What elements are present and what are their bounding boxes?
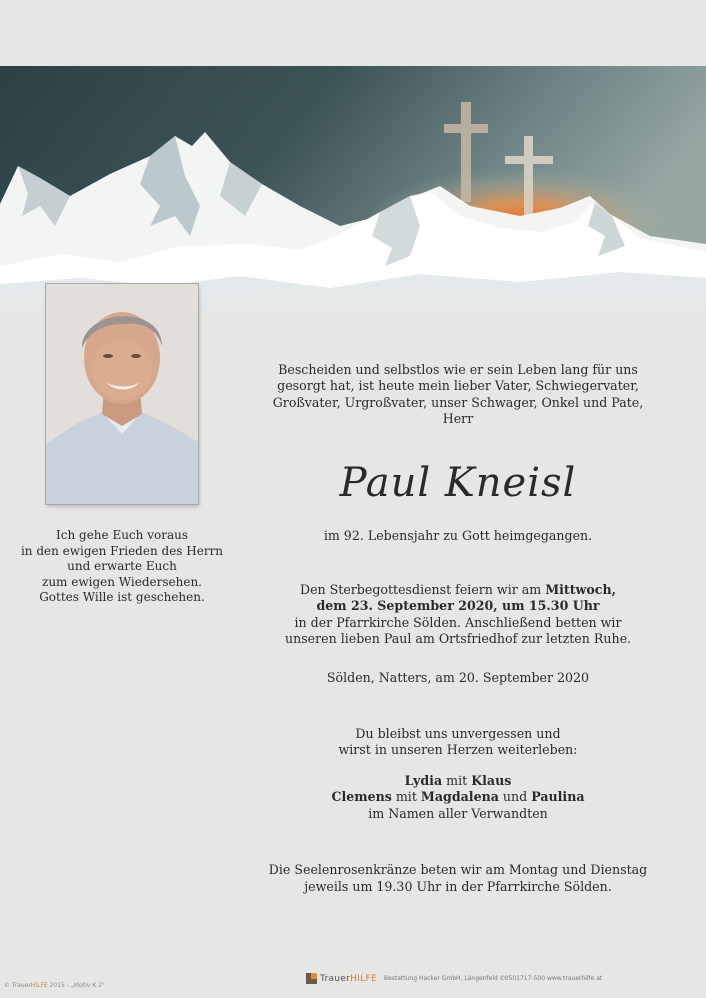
service-text: Den Sterbegottesdienst feiern wir am bbox=[299, 582, 546, 598]
memory-line: Du bleibst uns unvergessen und bbox=[355, 726, 561, 742]
quote-line: in den ewigen Frieden des Herrn bbox=[20, 543, 224, 558]
mourner-name: Paulina bbox=[531, 789, 585, 805]
mourner-name: Clemens bbox=[331, 789, 392, 805]
quote-line: zum ewigen Wiedersehen. bbox=[42, 574, 202, 589]
service-day: Mittwoch, bbox=[545, 582, 617, 598]
mourner-conj: mit bbox=[391, 789, 421, 805]
logo-part-b: HILFE bbox=[350, 973, 377, 984]
provider-contact: Bestattung Hacker GmbH, Längenfeld ✆0501717-500 www.trauerhilfe.at bbox=[383, 975, 603, 982]
mourner-row bbox=[248, 773, 668, 789]
intro-line: Bescheiden und selbstlos wie er sein Leben lang für uns bbox=[278, 362, 638, 377]
service-line: unseren lieben Paul am Ortsfriedhof zur letzten Ruhe. bbox=[284, 631, 632, 647]
farewell-quote bbox=[12, 528, 232, 606]
service-line bbox=[248, 582, 668, 598]
copyright-brand: HILFE bbox=[30, 982, 48, 989]
rosary-line: jeweils um 19.30 Uhr in der Pfarrkirche Sölden. bbox=[304, 878, 612, 894]
intro-line: Großvater, Urgroßvater, unser Schwager, Onkel und Pate, bbox=[272, 394, 644, 410]
service-line: in der Pfarrkirche Sölden. Anschließend betten wir bbox=[294, 614, 622, 630]
copyright-prefix: © Trauer bbox=[4, 982, 31, 989]
mourner-row: im Namen aller Verwandten bbox=[368, 805, 548, 821]
deceased-name: Paul Kneisl bbox=[339, 459, 577, 506]
mourner-name: Klaus bbox=[471, 772, 512, 788]
mourner-conj: und bbox=[498, 789, 532, 805]
provider-footer bbox=[306, 973, 602, 984]
intro-line: gesorgt hat, ist heute mein lieber Vater, Schwiegervater, bbox=[277, 378, 639, 394]
provider-logo[interactable] bbox=[320, 974, 377, 984]
service-line bbox=[248, 598, 668, 614]
trauerhilfe-logo-icon bbox=[306, 973, 317, 984]
copyright-note bbox=[4, 982, 105, 989]
mourner-name: Magdalena bbox=[420, 789, 499, 805]
mountain-cross-banner bbox=[0, 66, 706, 318]
mourner-conj: mit bbox=[442, 772, 472, 788]
logo-part-a: Trauer bbox=[320, 973, 351, 984]
obituary-text bbox=[248, 362, 668, 895]
portrait-photo bbox=[46, 284, 198, 504]
quote-line: und erwarte Euch bbox=[67, 559, 177, 574]
mourner-name: Lydia bbox=[404, 772, 443, 788]
mourner-row bbox=[248, 789, 668, 805]
service-date: dem 23. September 2020, um 15.30 Uhr bbox=[316, 598, 600, 614]
rosary-line: Die Seelenrosenkränze beten wir am Montag und Dienstag bbox=[268, 862, 648, 878]
place-date: Sölden, Natters, am 20. September 2020 bbox=[326, 669, 590, 685]
age-line: im 92. Lebensjahr zu Gott heimgegangen. bbox=[323, 527, 593, 543]
quote-line: Ich gehe Euch voraus bbox=[56, 528, 188, 542]
memory-line: wirst in unseren Herzen weiterleben: bbox=[338, 742, 578, 758]
quote-line: Gottes Wille ist geschehen. bbox=[39, 590, 205, 605]
copyright-suffix: 2015 - „Motiv K 2" bbox=[47, 982, 105, 989]
intro-line: Herr bbox=[442, 411, 474, 427]
